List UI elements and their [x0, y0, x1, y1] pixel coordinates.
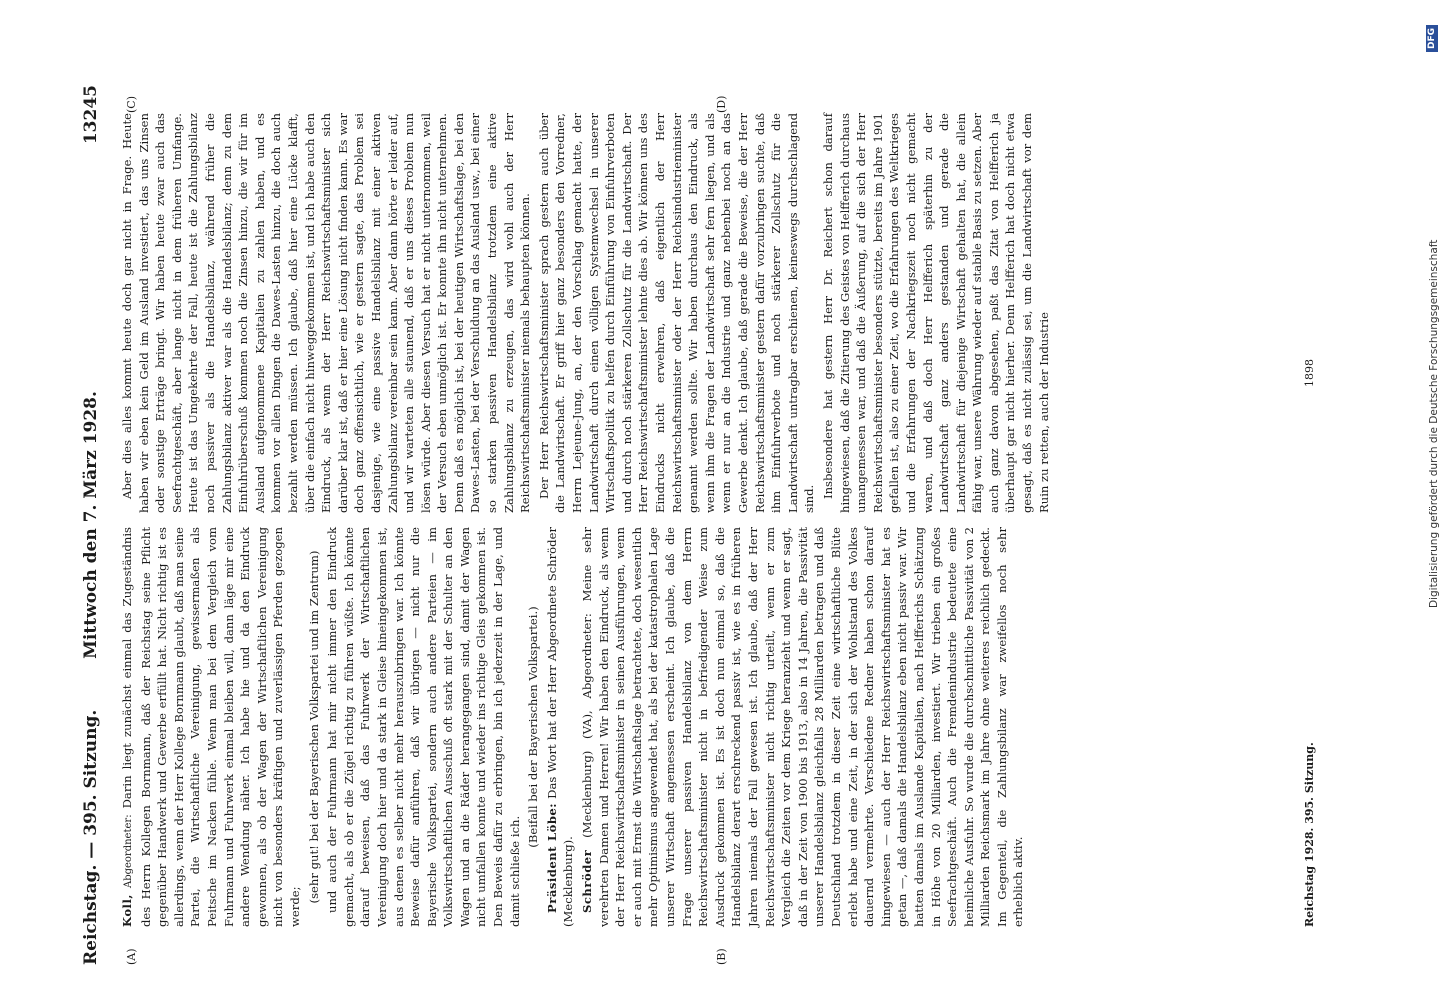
footer-right: 1898 [1303, 359, 1316, 387]
marker-a: (A) [125, 948, 138, 965]
funding-sidebar [1425, 0, 1445, 1000]
speaker-role: (Mecklenburg) (VA), Abgeordneter: [580, 613, 595, 838]
page-header [75, 85, 109, 965]
paragraph [544, 527, 577, 927]
dfg-logo: DFG [1426, 25, 1438, 52]
left-column [119, 527, 1029, 927]
speaker-name: Koll, [120, 894, 134, 927]
footer-left: Reichstag 1928. 395. Sitzung. [1303, 742, 1316, 927]
rotated-page [75, 85, 1330, 965]
marker-c: (C) [125, 96, 138, 113]
interjection: (Beifall bei der Bayerischen Volkspartei.) [526, 606, 541, 848]
speaker-role: Abgeordneter: [123, 814, 134, 889]
paragraph: und auch der Fuhrmann hat mir nicht immer den Eindruck gemacht, als ob er die Zügel richtig zu führen wüßte. Ich könnte darauf beweisen, daß das Fuhrwerk der Wirtschaftlichen Vereinigung doch hier und da stark in Gleise hineingekommen ist, aus denen es selber nicht mehr herauszubringen war. Ich könnte Beweise dafür anführen, daß wir übrigen — nicht nur die Bayerische Volkspartei, sondern auch andere Parteien — im Volkswirtschaftlichen Ausschuß oft stark mit der Schulter an den Wagen und an die Räder herangegangen sind, damit der Wagen nicht umfallen konnte und wieder ins richtige Gleis gekommen ist. Den Beweis dafür zu erbringen, bin ich jederzeit in der Lage, und damit schließe ich. [325, 527, 522, 927]
speaker-name: Präsident Löbe: [544, 802, 559, 913]
paragraph: Aber dies alles kommt heute doch gar nicht in Frage. Heute haben wir eben kein Geld im Ausland investiert, das uns Zinsen oder sonstige Erträge bringt. Wir haben heute zwar auch das Seefrachtgeschäft, aber lange nicht in dem früheren Umfange. Heute ist das Umgekehrte der Fall, heute ist die Zahlungsbilanz noch passiver als die Handelsbilanz, während früher die Zahlungsbilanz aktiver war als die Handelsbilanz; denn zu dem Einfuhrüberschuß kommen noch die Zinsen hinzu, die wir für im Ausland aufgenommene Kapitalien zu zahlen haben, und es kommen vor allen Dingen die Dawes-Lasten hinzu, die doch auch bezahlt werden müssen. Ich glaube, daß hier eine Lücke klafft, über die einfach nicht hinweggekommen ist, und ich habe auch den Eindruck, als wenn der Herr Reichswirtschaftsminister sich darüber klar ist, daß er hier eine Lösung nicht finden kann. Es war doch ganz offensichtlich, wie er gestern sagte, das Problem sei dasjenige, wie eine passive Handelsbilanz mit einer aktiven Zahlungsbilanz vereinbar sein kann. Aber dann hörte er leider auf, und wir warteten alle staunend, daß er uns dieses Problem nun lösen würde. Aber diesen Versuch hat er nicht unternommen, weil der Versuch eben unmöglich ist. Er konnte ihn nicht unternehmen. Denn daß es möglich ist, bei der heutigen Wirtschaftslage, bei den Dawes-Lasten, bei der Verschuldung an das Ausland usw., bei einer so starken passiven Handelsbilanz trotzdem eine aktive Zahlungsbilanz zu erzeugen, das wird wohl auch der Herr Reichswirtschaftsminister niemals behaupten können. [120, 113, 533, 513]
paragraph [119, 527, 304, 927]
paragraph: Insbesondere hat gestern Herr Dr. Reichert schon darauf hingewiesen, daß die Zitierung des Geistes von Helfferich durchaus unangemessen war, und daß die Äußerung, auf die sich der Herr Reichswirtschaftsminister besonders stützte, bereits im Jahre 1901 gefallen ist, also zu einer Zeit, wo die Erfahrungen des Weltkrieges und die Erfahrungen der Nachkriegszeit noch nicht gemacht waren, und daß doch Herr Helfferich späterhin zu der Landwirtschaft ganz anders gestanden und gerade die Landwirtschaft für diejenige Wirtschaft gehalten hat, die allein fähig war, unsere Währung wieder auf stabile Basis zu setzen. Aber auch ganz davon abgesehen, paßt das Zitat von Helfferich ja überhaupt gar nicht hierher. Denn Helfferich hat doch nicht etwa gesagt, daß es nicht zulässig sei, um die Landwirtschaft vor dem Ruin zu retten, auch der Industrie [820, 112, 1051, 513]
header-left: Reichstag. — 395. Sitzung. [81, 709, 101, 965]
marker-d: (D) [715, 95, 728, 113]
marker-b: (B) [715, 948, 728, 965]
interjection: (sehr gut! bei der Bayerischen Volkspartei und im Zentrum) [306, 550, 321, 904]
header-center: Mittwoch den 7. März 1928. [81, 391, 101, 659]
funding-note: Digitalisierung gefördert durch die Deutsche Forschungsgemeinschaft [1428, 239, 1440, 608]
paragraph: Der Herr Reichswirtschaftsminister sprach gestern auch über die Landwirtschaft. Er griff hier ganz besonders den Vorredner, Herrn Lejeune-Jung, an, der den Vorschlag gemacht hatte, der Landwirtschaft durch einen völligen Systemwechsel in unserer Wirtschaftspolitik zu helfen durch Einführung von Einfuhrverboten und durch noch stärkeren Zollschutz für die Landwirtschaft. Der Herr Reichswirtschaftsminister lehnte dies ab. Wir können uns des Eindrucks nicht erwehren, daß eigentlich der Herr Reichswirtschaftsminister oder der Herr Reichsindustrieminister genannt werden sollte. Wir haben durchaus den Eindruck, als wenn ihm die Fragen der Landwirtschaft sehr fern liegen, und als wenn er nur an die Industrie und ganz nebenbei noch an das Gewerbe denkt. Ich glaube, daß gerade die Beweise, die der Herr Reichswirtschaftsminister gestern dafür vorzubringen suchte, daß ihm Einfuhrverbote und noch stärkerer Zollschutz für die Landwirtschaft untragbar erschienen, keineswegs durchschlagend sind. [536, 113, 817, 513]
paragraph-text: Meine sehr verehrten Damen und Herren! Wir haben den Eindruck, als wenn der Herr Reichswirtschaftsminister in seinen Ausführungen, wenn er auch mit Ernst die Wirtschaftslage betrachtete, doch wesentlich mehr Optimismus angewendet hat, als bei der katastrophalen Lage unserer Wirtschaft angemessen erscheint. Ich glaube, daß die Frage unserer passiven Handelsbilanz von dem Herrn Reichswirtschaftsminister nicht in befriedigender Weise zum Ausdruck gekommen ist. Es ist doch nun einmal so, daß die Handelsbilanz derart erschreckend passiv ist, wie es in früheren Jahren niemals der Fall gewesen ist. Ich glaube, daß der Herr Reichswirtschaftsminister nicht richtig urteilt, wenn er zum Vergleich die Zeiten vor dem Kriege heranzieht und wenn er sagt, daß in der Zeit von 1900 bis 1913, also in 14 Jahren, die Passivität unserer Handelsbilanz gleichfalls 28 Milliarden betragen und daß Deutschland trotzdem in dieser Zeit eine wirtschaftliche Blüte erlebt habe und eine Zeit, in der sich der Wohlstand des Volkes dauernd vermehrte. Verschiedene Redner haben schon darauf hingewiesen — auch der Herr Reichswirtschaftsminister hat es getan —, daß damals die Handelsbilanz eben nicht passiv war. Wir hatten damals im Auslande Kapitalien, nach Helfferichs Schätzung in Höhe von 20 Milliarden, investiert. Wir trieben ein großes Seefrachtgeschäft. Auch die Fremdenindustrie bedeutete eine heimliche Ausfuhr. So wurde die durchschnittliche Passivität von 2 Milliarden Reichsmark im Jahre ohne weiteres reichlich gedeckt. Im Gegenteil, die Zahlungsbilanz war zweifellos noch sehr erheblich aktiv. [580, 527, 1026, 927]
paragraph-text: Darin liegt zunächst einmal das Zugeständnis des Herrn Kollegen Bornmann, daß der Reichstag seine Pflicht gegenüber Handwerk und Gewerbe erfüllt hat. Nicht richtig ist es allerdings, wenn der Herr Kollege Bornmann glaubt, daß man seine Partei, die Wirtschaftliche Vereinigung, gewissermaßen als Peitsche im Nacken fühle. Wenn man bei dem Vergleich vom Fuhrmann und Fuhrwerk einmal bleiben will, dann läge mir eine andere Wendung näher. Ich habe hie und da den Eindruck gewonnen, als ob der Wagen der Wirtschaftlichen Vereinigung nicht von besonders kräftigen und zuverlässigen Pferden gezogen werde; [120, 527, 302, 927]
page-number: 13245 [81, 85, 101, 145]
paragraph-text: Das Wort hat der Herr Abgeordnete Schröder (Mecklenburg). [544, 527, 576, 927]
right-column [119, 113, 1054, 513]
paragraph [579, 527, 1027, 927]
speaker-name: Schröder [580, 849, 595, 913]
